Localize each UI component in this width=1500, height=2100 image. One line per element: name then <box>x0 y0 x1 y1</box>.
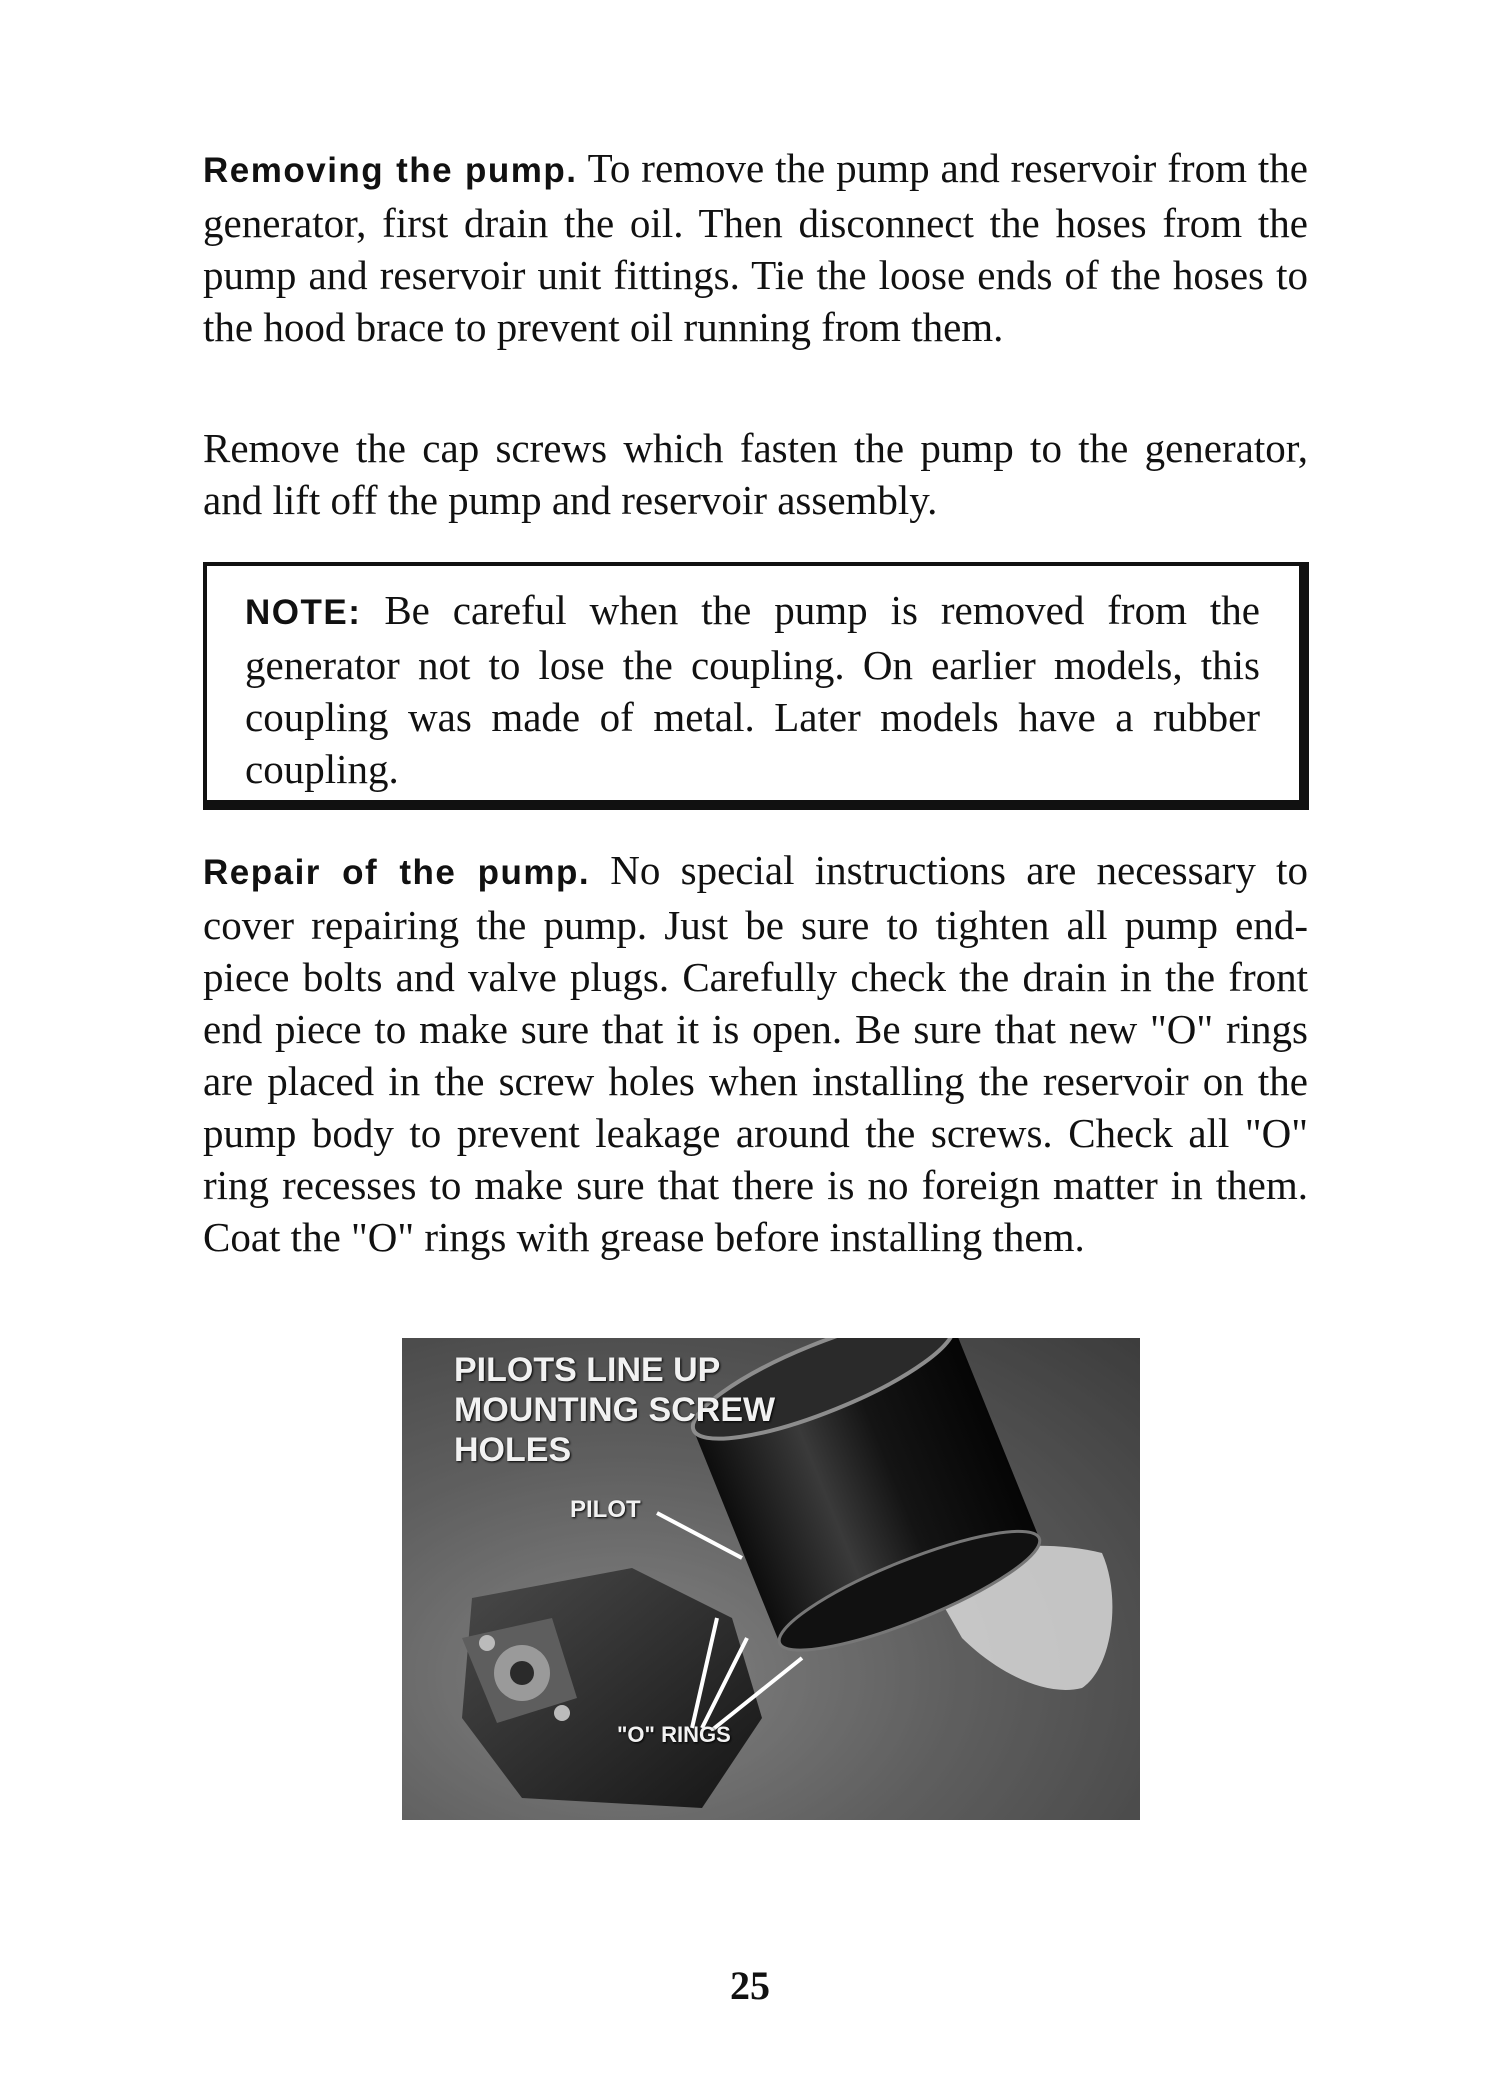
cap-screws-paragraph: Remove the cap screws which fasten the pump to the generator, and lift off the pump and reservoir assembly. <box>203 425 1308 523</box>
callout-pilots-line-up: PILOTS LINE UP MOUNTING SCREW HOLES <box>454 1351 776 1469</box>
note-label: NOTE: <box>245 593 362 632</box>
repair-pump-paragraph <box>203 844 1308 1263</box>
note-body: Be careful when the pump is removed from the generator not to lose the coupling. On earlier models, this coupling was made of metal. Later models have a rubber coupling. <box>245 587 1260 792</box>
note-text <box>245 584 1260 795</box>
removing-pump-paragraph <box>203 142 1308 353</box>
removing-pump-heading: Removing the pump. <box>203 151 578 190</box>
page-number: 25 <box>730 1963 770 2008</box>
repair-pump-heading: Repair of the pump. <box>203 853 591 892</box>
repair-pump-body: No special instructions are necessary to cover repairing the pump. Just be sure to tighten all pump end-piece bolts and valve plugs. Carefully check the drain in the front end piece to make sure that it is open. Be sure that new "O" rings are placed in the screw holes when installing the reservoir on the pump body to prevent leakage around the screws. Check all "O" ring recesses to make sure that there is no foreign matter in them. Coat the "O" rings with grease before installing them. <box>203 847 1308 1260</box>
callout-pilot: PILOT <box>570 1496 641 1523</box>
callout-o-rings: "O" RINGS <box>617 1722 731 1747</box>
note-box <box>203 562 1309 810</box>
removing-pump-body: To remove the pump and reservoir from the generator, first drain the oil. Then disconnect the hoses from the pump and reservoir unit fittings. Tie the loose ends of the hoses to the hood brace to prevent oil running from them. <box>203 145 1308 350</box>
pump-reservoir-photo <box>402 1338 1140 1820</box>
